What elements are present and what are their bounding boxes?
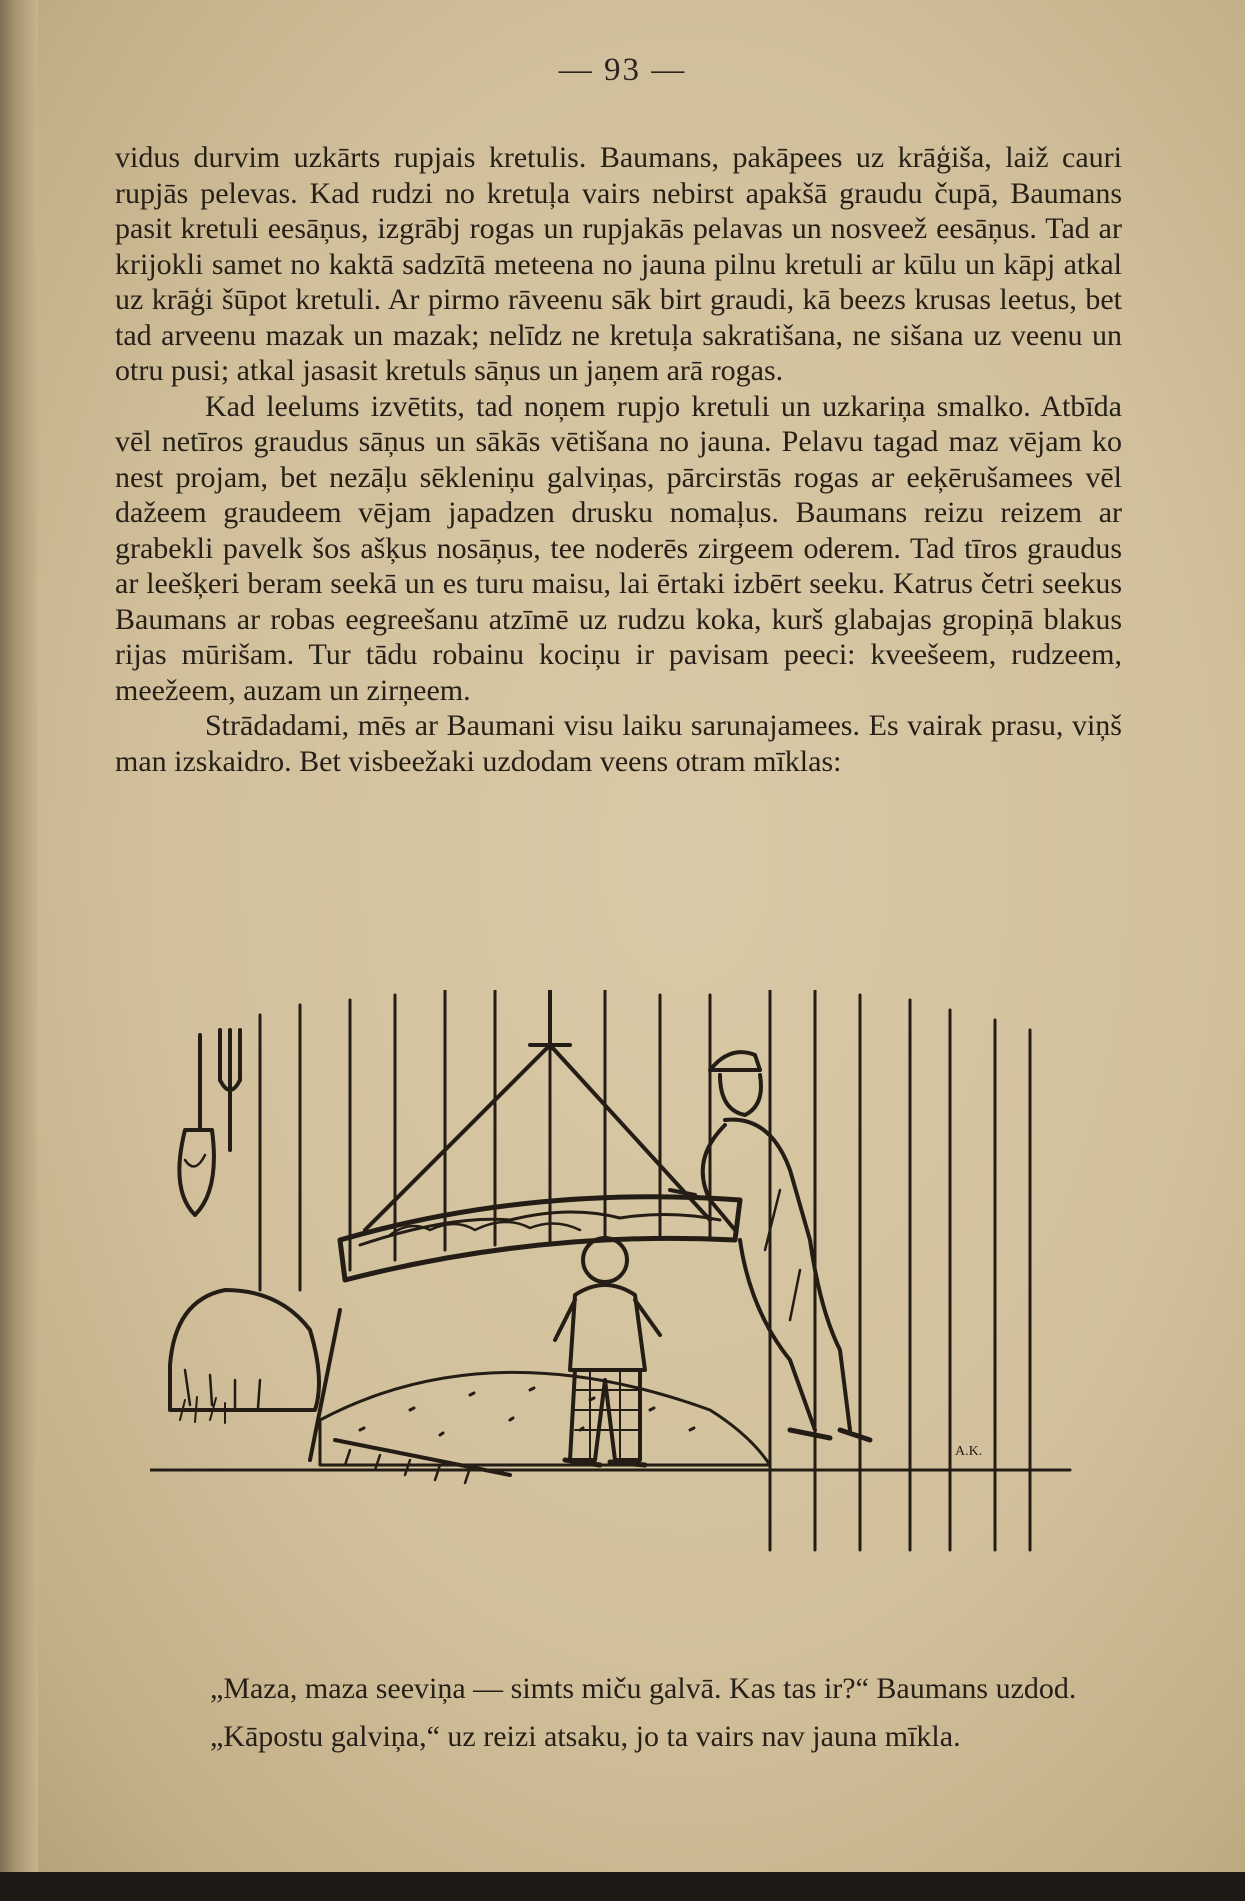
paragraph-1: vidus durvim uzkārts rupjais kretulis. Baumans, pakāpees uz krāģiša, laiž cauri rupjās pelevas. Kad rudzi no kretuļa vairs nebirst apakšā graudu čupā, Baumans pasit kretuli eesāņus, izgrābj rogas un rupjakās pelavas un nosveež eesāņus. Tad ar krijokli samet no kaktā sadzītā meteena no jauna pilnu kretuli ar kūlu un kāpj atkal uz krāģi šūpot kretuli. Ar pirmo rāveenu sāk birt graudi, kā beezs krusas leetus, bet tad arveenu mazak un mazak; nelīdz ne kretuļa sakratišana, ne sišana uz veenu un otru pusi; atkal jasasit kretuls sāņus un jaņem arā rogas. bbox=[115, 141, 1122, 387]
dialogue-riddle: „Maza, maza seeviņa — simts miču galvā. Kas tas ir?“ Baumans uzdod. bbox=[210, 1672, 1077, 1705]
dialogue-answer: „Kāpostu galviņa,“ uz reizi atsaku, jo ta vairs nav jauna mīkla. bbox=[210, 1719, 961, 1753]
dialogue-text bbox=[115, 1671, 1122, 1754]
illustration-signature: A.K. bbox=[955, 1444, 983, 1459]
main-text bbox=[115, 140, 1122, 779]
paragraph-3: Strādadami, mēs ar Baumani visu laiku sarunajamees. Es vairak prasu, viņš man izskaidro. Bet visbeežaki uzdodam veens otram mīklas: bbox=[115, 709, 1122, 778]
rope-hanger bbox=[365, 990, 710, 1230]
page-number: — 93 — bbox=[558, 52, 687, 88]
threshing-illustration bbox=[150, 990, 1080, 1580]
hanging-shovel bbox=[179, 1035, 214, 1215]
paragraph-2: Kad leelums izvētits, tad noņem rupjo kretuli un uzkariņa smalko. Atbīda vēl netīros graudus sāņus un sākās vētišana no jauna. Pelavu tagad maz vējam ko nest projam, bet nezāļu sēkleniņu galviņas, pārcirstās rogas ar eeķērušamees vēl dažeem graudeem vējam japadzen drusku nomaļus. Baumans reizu reizem ar grabekli pavelk šos ašķus nosāņus, tee noderēs zirgeem oderem. Tad tīros graudus ar leešķeri beram seekā un es turu maisu, lai ērtaki izbērt seeku. Katrus četri seekus Baumans ar robas eegreešanu atzīmē uz rudzu koka, kurš glabajas gropiņā blakus rijas mūrišam. Tur tādu robainu kociņu ir pavisam peeci: kveešeem, rudzeem, meežeem, auzam un zirņeem. bbox=[115, 389, 1122, 707]
page-binding-edge bbox=[0, 0, 38, 1901]
child-figure bbox=[555, 1238, 660, 1465]
hanging-pitchfork bbox=[220, 1030, 240, 1150]
rake bbox=[310, 1310, 510, 1483]
page-bottom-edge bbox=[0, 1872, 1245, 1901]
grain-sack bbox=[170, 1290, 319, 1410]
sieve bbox=[340, 1197, 740, 1280]
